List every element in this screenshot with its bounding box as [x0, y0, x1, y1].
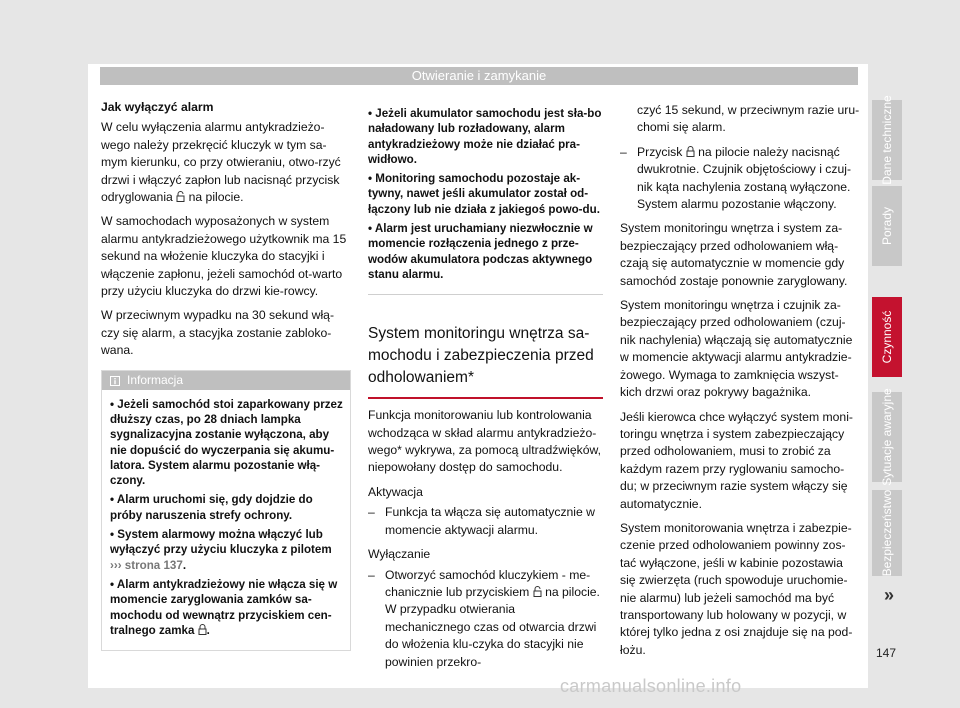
- heading-deactivation: Wyłączanie: [368, 547, 431, 562]
- watermark: carmanualsonline.info: [560, 676, 742, 696]
- paragraph: System monitorowania wnętrza i zabezpie-czenie przed odholowaniem powinny zos-tać wyłączone, jeśli w kabinie pozostawia się zwierzęta (ruch spowoduje uruchomie-nie alarmu) lub jeżeli samochód ma być transportowany lub holowany w pozycji, w której tylko jedna z osi znajduje się na pod-łożu.: [620, 520, 853, 657]
- paragraph: W przeciwnym wypadku na 30 sekund włą-czy się alarm, a stacyjka zostanie zabloko-wana.: [101, 308, 335, 358]
- tab-bezpieczenstwo[interactable]: Bezpieczeństwo: [872, 490, 902, 576]
- column-right: [620, 102, 860, 666]
- warning-list: [368, 106, 603, 295]
- section-title: System monitoringu wnętrza sa-mochodu i zabezpieczenia przed odholowaniem*: [368, 323, 603, 399]
- continued-arrow-icon: »: [884, 585, 895, 605]
- lock-icon: [198, 624, 207, 635]
- info-item: • Alarm uruchomi się, gdy dojdzie do próby naruszenia strefy ochrony.: [110, 493, 313, 522]
- tab-czynnosc[interactable]: Czynność: [872, 297, 902, 377]
- column-middle: [368, 106, 603, 678]
- warning-item: • Monitoring samochodu pozostaje ak-tywny, nawet jeśli akumulator został od-łączony lub nie działa z jakiegoś powo-du.: [368, 172, 600, 216]
- info-box: [101, 370, 351, 651]
- paragraph: System monitoringu wnętrza i system za-bezpieczający przed odholowaniem włą-czają się automatycznie w momencie gdy samochód zostaje ponownie zaryglowany.: [620, 221, 848, 288]
- tab-porady[interactable]: Porady: [872, 186, 902, 266]
- page-number: 147: [876, 646, 897, 660]
- warning-item: • Jeżeli akumulator samochodu jest sła-bo naładowany lub rozładowany, alarm antykradzieżowy może nie działać pra-widłowo.: [368, 107, 602, 166]
- page-header: Otwieranie i zamykanie: [100, 67, 858, 85]
- info-box-body: [102, 390, 350, 650]
- page-reference-link[interactable]: ››› strona 137: [110, 558, 183, 572]
- info-icon: [110, 376, 120, 386]
- paragraph: W celu wyłączenia alarmu antykradzieżo-wego należy przekręcić kluczyk w tym sa-mym kierunku, co przy otwieraniu, otwo-rzyć drzwi i włączyć zapłon lub nacisnąć przycisk odryglowania na pilocie.: [101, 120, 341, 205]
- tab-sytuacje-awaryjne[interactable]: Sytuacje awaryjne: [872, 392, 902, 482]
- unlock-icon: [176, 191, 185, 202]
- heading-disable-alarm: Jak wyłączyć alarm: [101, 100, 214, 114]
- dash-continuation: czyć 15 sekund, w przeciwnym razie uru-chomi się alarm.: [637, 103, 860, 135]
- dash-item: – Funkcja ta włącza się automatycznie w momencie aktywacji alarmu.: [368, 505, 595, 537]
- paragraph: System monitoringu wnętrza i czujnik za-bezpieczający przed odholowaniem (czuj-nik nachylenia) włączają się automatycznie w momencie aktywacji alarmu antykradzie-żowego. Wymaga to zamknięcia wszyst-kich drzwi oraz pokrywy bagażnika.: [620, 298, 853, 400]
- info-item: • Alarm antykradzieżowy nie włącza się w momencie zaryglowania zamków sa-mochodu od wewnątrz przyciskiem cen-tralnego zamka .: [110, 577, 338, 637]
- dash-item: – Otworzyć samochód kluczykiem - me-chanicznie lub przyciskiem na pilocie. W przypadku otwierania mechanicznego czas od otwarcia drzwi do włożenia klu-czyka do stacyjki nie powinien przekro-: [368, 567, 600, 669]
- dash-item: – Przycisk na pilocie należy nacisnąć dwukrotnie. Czujnik objętościowy i czuj-nik kąta nachylenia zostaną wyłączone. System alarmu pozostanie włączony.: [620, 144, 852, 212]
- heading-activation: Aktywacja: [368, 484, 423, 499]
- column-left: [101, 99, 351, 651]
- tab-dane-techniczne[interactable]: Dane techniczne: [872, 100, 902, 180]
- info-item: • Jeżeli samochód stoi zaparkowany przez dłuższy czas, po 28 dniach lampka sygnalizacyjna zostanie wyłączona, aby nie dopuścić do wyczerpania się akumu-latora. System alarmu pozostanie włą-czony.: [110, 397, 343, 488]
- paragraph: Funkcja monitorowaniu lub kontrolowania wchodząca w skład alarmu antykradzieżo-wego* wykrywa, za pomocą ultradźwięków, niepowołany dostęp do samochodu.: [368, 408, 602, 475]
- info-box-header: Informacja: [102, 371, 350, 390]
- lock-icon: [686, 146, 695, 157]
- paragraph: W samochodach wyposażonych w system alarmu antykradzieżowego użytkownik ma 15 sekund na włożenie kluczyka do stacyjki i włączenie zapłonu, jeżeli samochód ot-warto przy użyciu kluczyka do drzwi kie-rowcy.: [101, 214, 347, 299]
- info-item: • System alarmowy można włączyć lub wyłączyć przy użyciu kluczyka z pilotem ››› strona 137.: [110, 528, 332, 572]
- warning-item: • Alarm jest uruchamiany niezwłocznie w momencie rozłączenia jednego z prze-wodów akumulatora podczas aktywnego stanu alarmu.: [368, 222, 593, 281]
- paragraph: Jeśli kierowca chce wyłączyć system moni-toringu wnętrza i system zabezpieczający przed odholowaniem, musi to zrobić za każdym razem przy ryglowaniu samocho-du; w przeciwnym razie system włączy się automatycznie.: [620, 409, 853, 511]
- unlock-icon: [533, 586, 542, 597]
